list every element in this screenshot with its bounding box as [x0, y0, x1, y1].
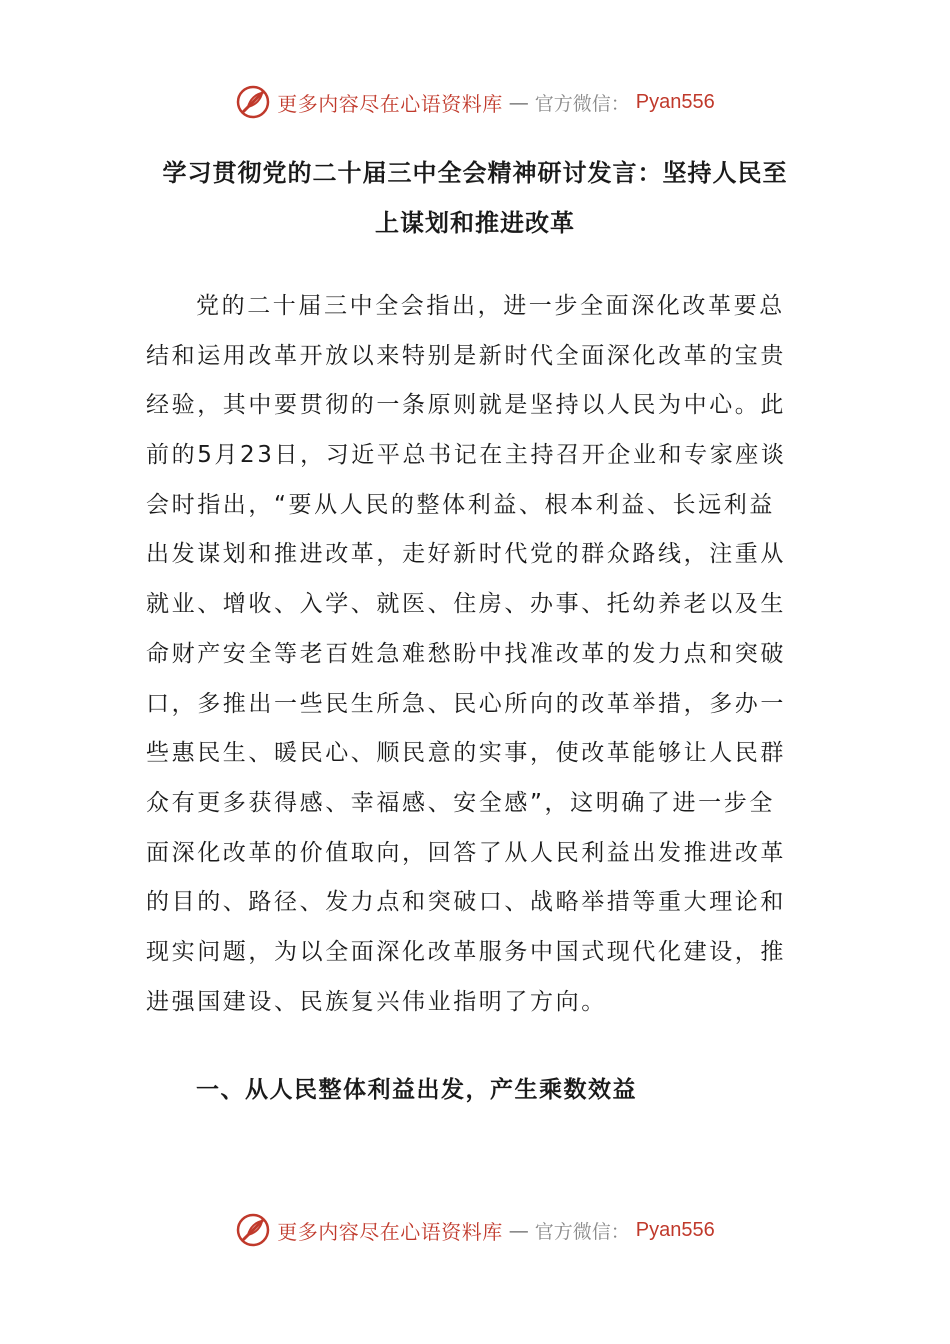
watermark-text: 更多内容尽在心语资料库	[277, 1219, 503, 1244]
watermark-handle: Pyan556	[635, 1218, 715, 1241]
paragraph-line: 出发谋划和推进改革，走好新时代党的群众路线，注重从	[146, 541, 786, 568]
paragraph-line: 些惠民生、暖民心、顺民意的实事，使改革能够让人民群	[146, 740, 786, 767]
watermark-handle: Pyan556	[635, 90, 715, 113]
quill-pen-logo-icon	[235, 1212, 271, 1248]
paragraph-line: 命财产安全等老百姓急难愁盼中找准改革的发力点和突破	[146, 640, 786, 667]
body-paragraph	[146, 282, 796, 1027]
paragraph-line: 众有更多获得感、幸福感、安全感”，这明确了进一步全	[146, 789, 775, 816]
document-title	[150, 148, 800, 248]
watermark-suffix: 官方微信：	[534, 1220, 630, 1243]
paragraph-line: 面深化改革的价值取向，回答了从人民利益出发推进改革	[146, 839, 786, 866]
paragraph-line: 前的5月23日，习近平总书记在主持召开企业和专家座谈	[146, 442, 787, 469]
paragraph-line: 现实问题，为以全面深化改革服务中国式现代化建设，推	[146, 938, 786, 965]
header-watermark	[0, 84, 950, 120]
paragraph-line: 会时指出，“要从人民的整体利益、根本利益、长远利益	[146, 491, 775, 518]
watermark-separator: —	[508, 1218, 529, 1242]
quill-pen-logo-icon	[235, 84, 271, 120]
paragraph-line: 结和运用改革开放以来特别是新时代全面深化改革的宝贵	[146, 342, 786, 369]
watermark-separator: —	[508, 90, 529, 114]
title-line-1: 学习贯彻党的二十届三中全会精神研讨发言：坚持人民至	[162, 159, 788, 187]
paragraph-line: 就业、增收、入学、就医、住房、办事、托幼养老以及生	[146, 591, 786, 618]
paragraph-line: 进强国建设、民族复兴伟业指明了方向。	[146, 988, 607, 1015]
paragraph-line: 的目的、路径、发力点和突破口、战略举措等重大理论和	[146, 889, 786, 916]
paragraph-line: 口，多推出一些民生所急、民心所向的改革举措，多办一	[146, 690, 786, 717]
title-line-2: 上谋划和推进改革	[375, 209, 575, 237]
paragraph-line: 党的二十届三中全会指出，进一步全面深化改革要总	[196, 293, 785, 319]
watermark-suffix: 官方微信：	[534, 92, 630, 115]
watermark-text: 更多内容尽在心语资料库	[277, 91, 503, 116]
footer-watermark	[0, 1212, 950, 1248]
section-heading: 一、从人民整体利益出发，产生乘数效益	[196, 1077, 637, 1103]
paragraph-line: 经验，其中要贯彻的一条原则就是坚持以人民为中心。此	[146, 392, 786, 419]
